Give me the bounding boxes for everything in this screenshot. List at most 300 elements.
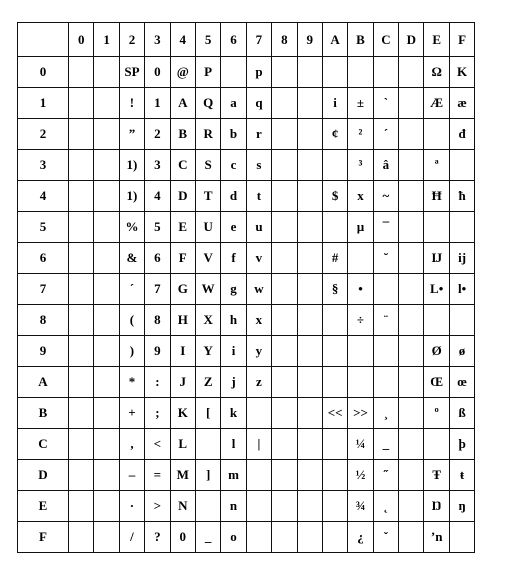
table-cell (297, 150, 322, 181)
table-cell: i (322, 88, 347, 119)
table-cell: Q (195, 88, 220, 119)
table-cell: þ (449, 429, 474, 460)
table-cell (94, 88, 119, 119)
table-cell: ` (373, 88, 398, 119)
table-cell (94, 57, 119, 88)
table-cell: a (221, 88, 246, 119)
table-cell: _ (195, 522, 220, 553)
row-header: 3 (18, 150, 69, 181)
table-cell: J (170, 367, 195, 398)
table-cell: ² (348, 119, 373, 150)
table-cell: · (119, 491, 144, 522)
table-cell (297, 119, 322, 150)
table-cell (322, 336, 347, 367)
table-cell (272, 57, 297, 88)
table-cell (399, 336, 424, 367)
table-cell (373, 274, 398, 305)
table-cell: Æ (424, 88, 449, 119)
table-cell: ʼn (424, 522, 449, 553)
table-cell (272, 491, 297, 522)
table-cell (246, 460, 271, 491)
table-cell (399, 522, 424, 553)
table-row (18, 243, 475, 274)
table-cell (272, 181, 297, 212)
table-row (18, 88, 475, 119)
table-cell: ŧ (449, 460, 474, 491)
table-cell (69, 491, 94, 522)
table-cell: ( (119, 305, 144, 336)
table-cell (272, 88, 297, 119)
table-row (18, 367, 475, 398)
table-cell: Ø (424, 336, 449, 367)
table-cell (69, 150, 94, 181)
table-cell (94, 491, 119, 522)
table-cell (399, 274, 424, 305)
table-cell (272, 150, 297, 181)
table-cell: Ħ (424, 181, 449, 212)
table-cell (424, 429, 449, 460)
table-cell (297, 57, 322, 88)
table-cell: µ (348, 212, 373, 243)
column-header: 4 (170, 23, 195, 57)
table-cell: Ŋ (424, 491, 449, 522)
table-cell (272, 305, 297, 336)
table-cell: ˝ (373, 460, 398, 491)
table-cell (94, 243, 119, 274)
table-cell: ß (449, 398, 474, 429)
table-cell (94, 305, 119, 336)
table-cell (399, 119, 424, 150)
table-cell (69, 367, 94, 398)
table-cell: G (170, 274, 195, 305)
table-cell (449, 305, 474, 336)
table-cell (373, 336, 398, 367)
table-cell: 1) (119, 150, 144, 181)
column-header: 3 (145, 23, 170, 57)
table-cell (399, 150, 424, 181)
table-cell: x (348, 181, 373, 212)
table-cell: ħ (449, 181, 474, 212)
table-cell: ! (119, 88, 144, 119)
table-cell (272, 336, 297, 367)
table-cell: ˇ (373, 522, 398, 553)
table-cell: o (221, 522, 246, 553)
row-header: 5 (18, 212, 69, 243)
table-cell (322, 57, 347, 88)
table-cell: Z (195, 367, 220, 398)
table-row (18, 460, 475, 491)
corner-cell (18, 23, 69, 57)
table-cell: ¸ (373, 398, 398, 429)
table-cell (272, 522, 297, 553)
row-header: B (18, 398, 69, 429)
table-cell: ˘ (373, 243, 398, 274)
row-header: 1 (18, 88, 69, 119)
table-cell: k (221, 398, 246, 429)
table-cell: ¼ (348, 429, 373, 460)
table-cell (297, 88, 322, 119)
table-cell (272, 367, 297, 398)
table-cell: T (195, 181, 220, 212)
column-header: 8 (272, 23, 297, 57)
table-cell (94, 429, 119, 460)
table-cell: >> (348, 398, 373, 429)
table-cell: ¯ (373, 212, 398, 243)
table-cell (348, 336, 373, 367)
column-header: 7 (246, 23, 271, 57)
table-cell (348, 243, 373, 274)
table-cell: l• (449, 274, 474, 305)
table-cell (69, 460, 94, 491)
table-cell: v (246, 243, 271, 274)
table-cell (94, 212, 119, 243)
table-cell (424, 119, 449, 150)
table-cell: Ŧ (424, 460, 449, 491)
table-cell: g (221, 274, 246, 305)
table-cell: Ω (424, 57, 449, 88)
table-cell: + (119, 398, 144, 429)
table-cell: SP (119, 57, 144, 88)
table-cell: ³ (348, 150, 373, 181)
table-cell: << (322, 398, 347, 429)
table-cell (297, 491, 322, 522)
column-header: 0 (69, 23, 94, 57)
table-cell (297, 305, 322, 336)
table-cell (69, 522, 94, 553)
table-cell: K (170, 398, 195, 429)
table-cell (348, 57, 373, 88)
table-cell: M (170, 460, 195, 491)
table-cell: I (170, 336, 195, 367)
column-header: 9 (297, 23, 322, 57)
table-cell (322, 429, 347, 460)
table-cell (399, 491, 424, 522)
table-cell (399, 305, 424, 336)
table-cell: [ (195, 398, 220, 429)
table-cell: c (221, 150, 246, 181)
table-cell (322, 305, 347, 336)
table-cell (69, 336, 94, 367)
table-cell: & (119, 243, 144, 274)
table-cell (69, 429, 94, 460)
column-header: C (373, 23, 398, 57)
code-table (17, 22, 475, 553)
table-cell (272, 119, 297, 150)
table-cell: ] (195, 460, 220, 491)
table-cell: u (246, 212, 271, 243)
table-cell (297, 274, 322, 305)
column-header: A (322, 23, 347, 57)
table-cell: P (195, 57, 220, 88)
table-cell: j (221, 367, 246, 398)
table-cell (272, 274, 297, 305)
row-header: D (18, 460, 69, 491)
table-cell: q (246, 88, 271, 119)
table-cell: L (170, 429, 195, 460)
table-cell (272, 398, 297, 429)
table-cell (69, 305, 94, 336)
table-cell: < (145, 429, 170, 460)
table-cell: > (145, 491, 170, 522)
table-cell (297, 398, 322, 429)
table-cell (449, 212, 474, 243)
table-cell (373, 367, 398, 398)
table-cell: ª (424, 150, 449, 181)
table-cell: ¾ (348, 491, 373, 522)
table-cell: $ (322, 181, 347, 212)
table-cell: 4 (145, 181, 170, 212)
table-cell: * (119, 367, 144, 398)
table-cell (94, 398, 119, 429)
table-cell: N (170, 491, 195, 522)
column-header-row (18, 23, 475, 57)
table-cell: Œ (424, 367, 449, 398)
table-cell (94, 460, 119, 491)
table-cell: Y (195, 336, 220, 367)
table-cell (322, 212, 347, 243)
table-cell: @ (170, 57, 195, 88)
table-cell: • (348, 274, 373, 305)
table-cell (348, 367, 373, 398)
table-cell: 0 (170, 522, 195, 553)
table-cell: ¢ (322, 119, 347, 150)
table-cell: y (246, 336, 271, 367)
table-cell (94, 522, 119, 553)
column-header: 2 (119, 23, 144, 57)
table-cell: X (195, 305, 220, 336)
table-cell: 1 (145, 88, 170, 119)
table-cell (94, 274, 119, 305)
table-cell (69, 274, 94, 305)
table-cell (272, 429, 297, 460)
table-cell: ij (449, 243, 474, 274)
row-header: F (18, 522, 69, 553)
table-cell: R (195, 119, 220, 150)
table-cell: V (195, 243, 220, 274)
table-cell: % (119, 212, 144, 243)
table-cell: , (119, 429, 144, 460)
table-cell: # (322, 243, 347, 274)
table-cell: ½ (348, 460, 373, 491)
table-cell: ˛ (373, 491, 398, 522)
table-cell: / (119, 522, 144, 553)
table-cell (221, 57, 246, 88)
table-cell (449, 522, 474, 553)
table-cell: h (221, 305, 246, 336)
table-cell: : (145, 367, 170, 398)
table-cell (69, 88, 94, 119)
table-cell (399, 367, 424, 398)
table-row (18, 305, 475, 336)
table-cell: đ (449, 119, 474, 150)
table-cell: â (373, 150, 398, 181)
column-header: D (399, 23, 424, 57)
table-cell: ? (145, 522, 170, 553)
table-row (18, 119, 475, 150)
table-cell (424, 305, 449, 336)
table-cell (297, 212, 322, 243)
table-cell (69, 119, 94, 150)
table-cell: ; (145, 398, 170, 429)
table-cell: 2 (145, 119, 170, 150)
table-cell: U (195, 212, 220, 243)
table-cell: ¨ (373, 305, 398, 336)
table-cell (297, 336, 322, 367)
row-header: C (18, 429, 69, 460)
table-cell (195, 491, 220, 522)
row-header: A (18, 367, 69, 398)
table-cell: D (170, 181, 195, 212)
table-cell (322, 367, 347, 398)
table-cell: ¿ (348, 522, 373, 553)
table-cell: § (322, 274, 347, 305)
table-cell: s (246, 150, 271, 181)
table-cell (69, 243, 94, 274)
table-cell (297, 243, 322, 274)
table-row (18, 336, 475, 367)
row-header: 7 (18, 274, 69, 305)
table-cell (272, 460, 297, 491)
table-cell: 7 (145, 274, 170, 305)
table-cell (94, 367, 119, 398)
table-row (18, 57, 475, 88)
table-cell: 9 (145, 336, 170, 367)
row-header: 0 (18, 57, 69, 88)
table-cell (297, 460, 322, 491)
table-cell: w (246, 274, 271, 305)
table-cell (69, 212, 94, 243)
table-cell: æ (449, 88, 474, 119)
table-cell (69, 181, 94, 212)
table-cell: E (170, 212, 195, 243)
table-cell (246, 491, 271, 522)
table-row (18, 181, 475, 212)
table-cell (399, 398, 424, 429)
table-cell: 0 (145, 57, 170, 88)
table-cell: K (449, 57, 474, 88)
table-row (18, 429, 475, 460)
table-cell: – (119, 460, 144, 491)
table-cell: 1) (119, 181, 144, 212)
table-cell: l (221, 429, 246, 460)
table-cell: 3 (145, 150, 170, 181)
table-cell: ÷ (348, 305, 373, 336)
table-cell (246, 522, 271, 553)
table-cell: F (170, 243, 195, 274)
table-row (18, 398, 475, 429)
table-cell: ~ (373, 181, 398, 212)
table-cell: d (221, 181, 246, 212)
table-cell (399, 429, 424, 460)
row-header: 8 (18, 305, 69, 336)
table-cell: ´ (119, 274, 144, 305)
table-cell: A (170, 88, 195, 119)
table-cell (399, 88, 424, 119)
table-cell (69, 57, 94, 88)
table-cell (94, 119, 119, 150)
table-cell: ´ (373, 119, 398, 150)
column-header: E (424, 23, 449, 57)
table-cell: = (145, 460, 170, 491)
row-header: 9 (18, 336, 69, 367)
column-header: 5 (195, 23, 220, 57)
table-cell: º (424, 398, 449, 429)
table-row (18, 522, 475, 553)
table-row (18, 491, 475, 522)
row-header: 2 (18, 119, 69, 150)
table-cell: Ĳ (424, 243, 449, 274)
table-cell: t (246, 181, 271, 212)
table-cell: œ (449, 367, 474, 398)
table-cell (424, 212, 449, 243)
table-cell: H (170, 305, 195, 336)
table-cell (322, 150, 347, 181)
table-cell (297, 429, 322, 460)
table-cell (94, 181, 119, 212)
row-header: 4 (18, 181, 69, 212)
table-body (18, 57, 475, 553)
table-cell: b (221, 119, 246, 150)
table-row (18, 150, 475, 181)
table-cell (272, 243, 297, 274)
table-cell (297, 522, 322, 553)
table-cell: ± (348, 88, 373, 119)
table-cell (195, 429, 220, 460)
column-header: 6 (221, 23, 246, 57)
table-cell: i (221, 336, 246, 367)
table-cell: C (170, 150, 195, 181)
table-cell: | (246, 429, 271, 460)
table-cell: x (246, 305, 271, 336)
table-cell (94, 150, 119, 181)
table-cell (322, 491, 347, 522)
table-cell: n (221, 491, 246, 522)
table-cell (246, 398, 271, 429)
table-cell: W (195, 274, 220, 305)
table-cell (399, 460, 424, 491)
table-cell (449, 150, 474, 181)
table-row (18, 274, 475, 305)
table-cell: ” (119, 119, 144, 150)
table-cell (297, 181, 322, 212)
table-cell (94, 336, 119, 367)
column-header: B (348, 23, 373, 57)
table-cell: ŋ (449, 491, 474, 522)
table-cell: 5 (145, 212, 170, 243)
table-cell: S (195, 150, 220, 181)
table-cell (373, 57, 398, 88)
table-cell: 6 (145, 243, 170, 274)
table-cell (322, 460, 347, 491)
table-cell: ) (119, 336, 144, 367)
column-header: 1 (94, 23, 119, 57)
table-cell (272, 212, 297, 243)
table-cell: e (221, 212, 246, 243)
table-cell: f (221, 243, 246, 274)
table-cell (399, 243, 424, 274)
table-cell (399, 57, 424, 88)
table-cell (399, 212, 424, 243)
table-cell: 8 (145, 305, 170, 336)
table-cell: z (246, 367, 271, 398)
row-header: 6 (18, 243, 69, 274)
table-cell: L• (424, 274, 449, 305)
table-cell: p (246, 57, 271, 88)
table-cell: B (170, 119, 195, 150)
table-row (18, 212, 475, 243)
table-cell (297, 367, 322, 398)
column-header: F (449, 23, 474, 57)
